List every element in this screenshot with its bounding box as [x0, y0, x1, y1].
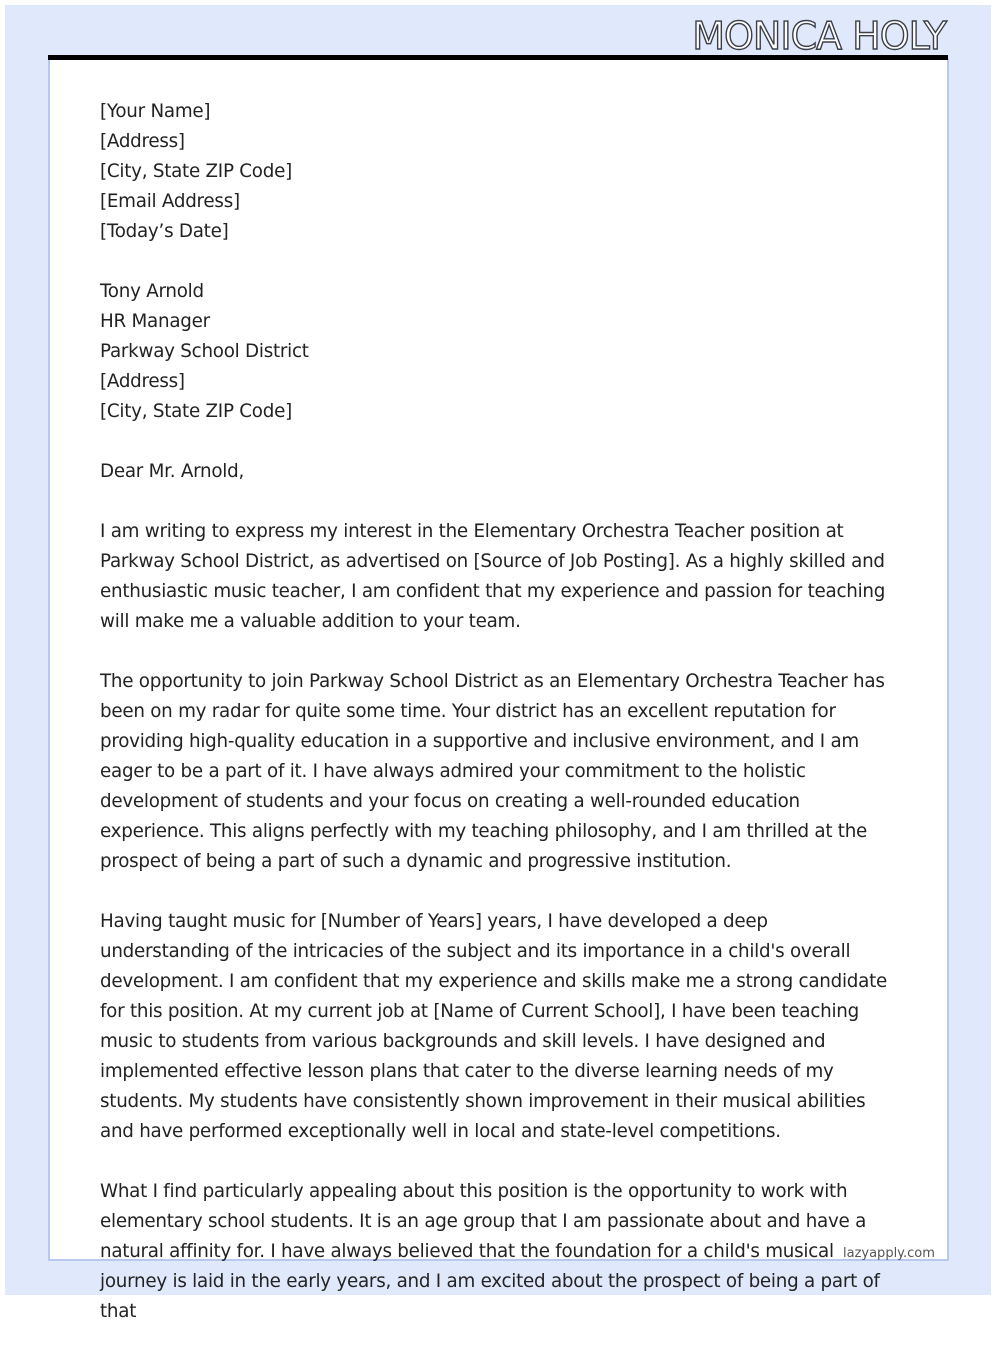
- sender-line: [Email Address]: [100, 191, 240, 212]
- sender-line: [City, State ZIP Code]: [100, 161, 292, 182]
- sender-line: [Today’s Date]: [100, 221, 229, 242]
- body-paragraph: I am writing to express my interest in the Elementary Orchestra Teacher position at Parkway School District, as advertised on [Source of Job Posting]. As a highly skilled and enthusiastic music teacher, I am confident that my experience and passion for teaching will make me a valuable addition to your team.: [100, 521, 886, 632]
- sender-block: [100, 97, 900, 247]
- recipient-line: [City, State ZIP Code]: [100, 401, 292, 422]
- recipient-line: HR Manager: [100, 311, 210, 332]
- recipient-line: Tony Arnold: [100, 281, 204, 302]
- header-name: MONICA HOLY: [692, 14, 946, 58]
- recipient-line: [Address]: [100, 371, 185, 392]
- watermark: lazyapply.com: [843, 1246, 935, 1261]
- body-paragraph: What I find particularly appealing about this position is the opportunity to work with elementary school students. It is an age group that I am passionate about and have a natural affinity for. I have always believed that the foundation for a child's musical journey is laid in the early years, and I am excited about the prospect of being a part of that: [100, 1181, 880, 1322]
- body-paragraph: Having taught music for [Number of Years] years, I have developed a deep understanding of the intricacies of the subject and its importance in a child's overall development. I am confident that my experience and skills make me a strong candidate for this position. At my current job at [Name of Current School], I have been teaching music to students from various backgrounds and skill levels. I have designed and implemented effective lesson plans that cater to the diverse learning needs of my students. My students have consistently shown improvement in their musical abilities and have performed exceptionally well in local and state-level competitions.: [100, 911, 888, 1142]
- body-paragraph: The opportunity to join Parkway School District as an Elementary Orchestra Teacher has been on my radar for quite some time. Your district has an excellent reputation for providing high-quality education in a supportive and inclusive environment, and I am eager to be a part of it. I have always admired your commitment to the holistic development of students and your focus on creating a well-rounded education experience. This aligns perfectly with my teaching philosophy, and I am thrilled at the prospect of being a part of such a dynamic and progressive institution.: [100, 671, 885, 872]
- sender-line: [Your Name]: [100, 101, 211, 122]
- cover-letter: [100, 97, 900, 1357]
- sender-line: [Address]: [100, 131, 185, 152]
- recipient-block: [100, 277, 900, 427]
- salutation: Dear Mr. Arnold,: [100, 461, 245, 482]
- recipient-line: Parkway School District: [100, 341, 309, 362]
